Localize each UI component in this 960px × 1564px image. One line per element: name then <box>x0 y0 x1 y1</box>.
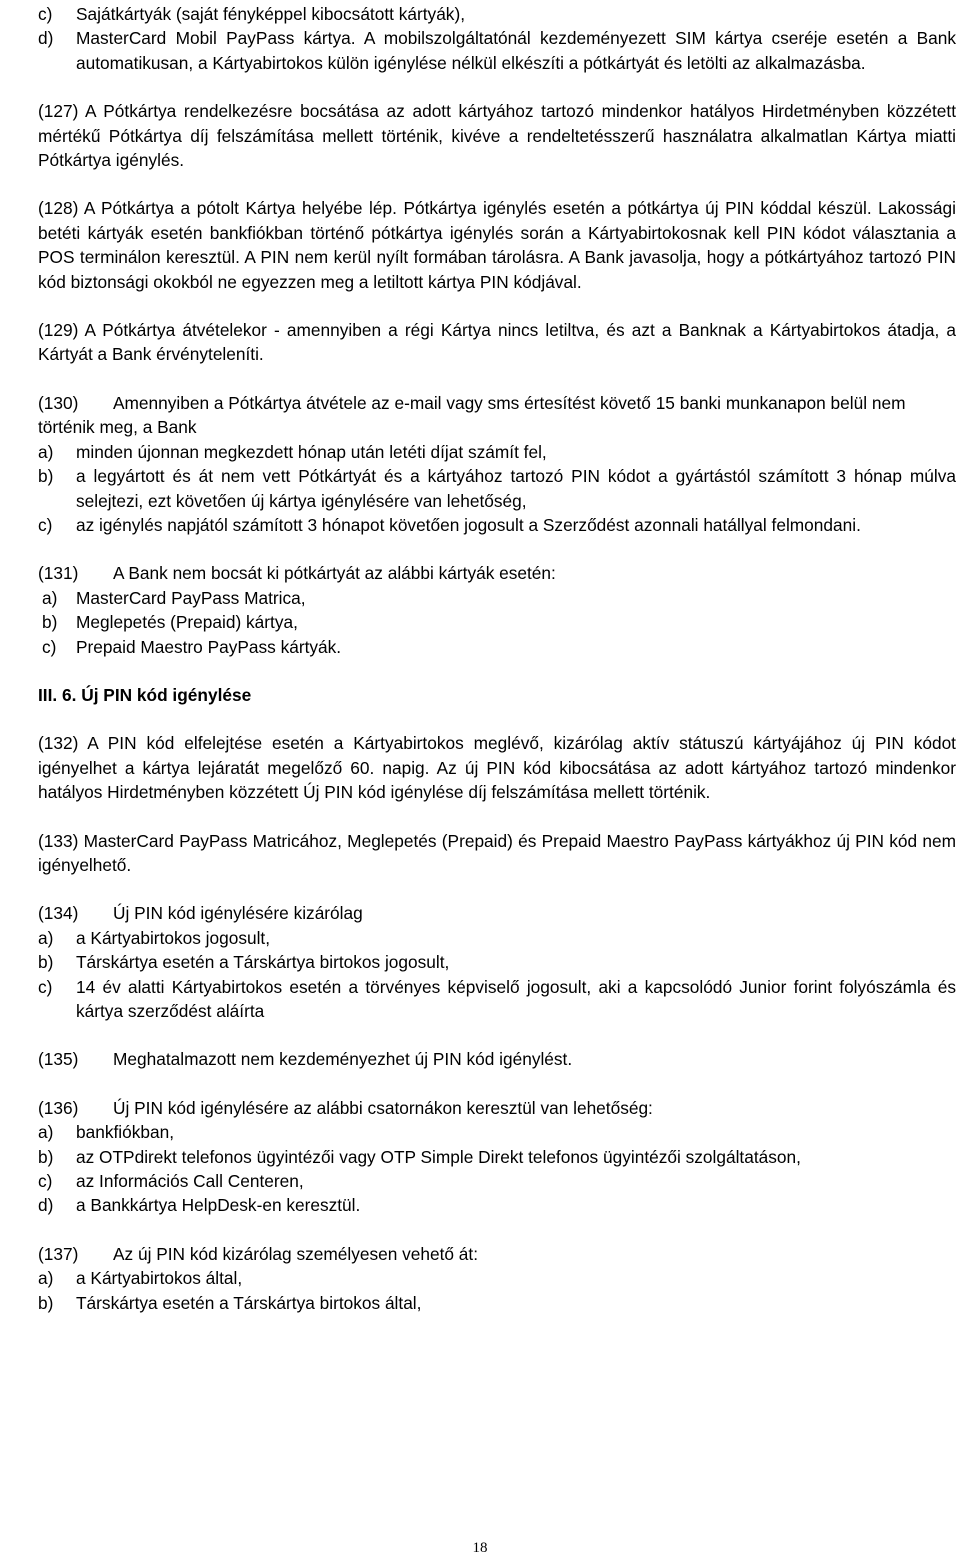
paragraph-137 <box>38 1242 956 1266</box>
paragraph-text: Az új PIN kód kizárólag személyesen vehető át: <box>113 1243 479 1264</box>
list-text: az Információs Call Centeren, <box>76 1171 304 1192</box>
list-item <box>38 586 956 610</box>
list-item <box>38 1169 956 1193</box>
list-text: MasterCard PayPass Matrica, <box>76 587 306 608</box>
list-text: Társkártya esetén a Társkártya birtokos jogosult, <box>76 952 450 973</box>
list-item <box>38 464 956 513</box>
paragraph-130 <box>38 391 956 440</box>
list-item <box>38 26 956 75</box>
list-label: d) <box>38 1195 54 1216</box>
list-text: MasterCard Mobil PayPass kártya. A mobilszolgáltatónál kezdeményezett SIM kártya cseréje esetén a Bank automatikusan, a Kártyabirtokos külön igénylése nélkül elkészíti a pótkártyát és letölti az alkalmazásba. <box>76 28 956 73</box>
list-label: a) <box>38 1268 54 1289</box>
list-label: a) <box>38 927 54 948</box>
document-page <box>38 2 956 1315</box>
list-label: a) <box>38 441 54 462</box>
paragraph-133: (133) MasterCard PayPass Matricához, Meglepetés (Prepaid) és Prepaid Maestro PayPass kártyákhoz új PIN kód nem igényelhető. <box>38 830 956 875</box>
list-label: b) <box>38 1292 54 1313</box>
list-label: b) <box>38 1146 54 1167</box>
list-text: Meglepetés (Prepaid) kártya, <box>76 612 298 633</box>
list-item <box>38 1145 956 1169</box>
paragraph-number: (136) <box>38 1097 79 1118</box>
list-text: Társkártya esetén a Társkártya birtokos által, <box>76 1292 422 1313</box>
list-text: bankfiókban, <box>76 1122 175 1143</box>
section-heading: III. 6. Új PIN kód igénylése <box>38 684 252 705</box>
list-label: b) <box>38 466 54 487</box>
list-label: b) <box>42 612 58 633</box>
paragraph-132: (132) A PIN kód elfelejtése esetén a Kártyabirtokos meglévő, kizárólag aktív státuszú kártyájához új PIN kódot igényelhet a kártya lejáratát megelőző 60. napig. Az új PIN kód kibocsátása az adott kártyához tartozó mindenkor hatályos Hirdetményben közzétett Új PIN kód igénylése díj felszámítása mellett történik. <box>38 733 956 803</box>
list-item <box>38 2 956 26</box>
list-item <box>38 1266 956 1290</box>
list-text: Sajátkártyák (saját fényképpel kibocsátott kártyák), <box>76 4 466 24</box>
list-label: b) <box>38 952 54 973</box>
list-text: 14 év alatti Kártyabirtokos esetén a törvényes képviselő jogosult, aki a kapcsolódó Junior forint folyószámla és kártya szerződést aláírta <box>76 976 956 1021</box>
list-text: a Kártyabirtokos jogosult, <box>76 927 271 948</box>
paragraph-number: (135) <box>38 1049 79 1070</box>
list-item <box>38 950 956 974</box>
list-label: c) <box>38 4 53 24</box>
list-item <box>38 926 956 950</box>
paragraph-text: A Bank nem bocsát ki pótkártyát az alábbi kártyák esetén: <box>113 563 556 584</box>
list-item <box>38 440 956 464</box>
list-item <box>38 513 956 537</box>
paragraph-number: (137) <box>38 1243 79 1264</box>
list-item <box>38 1193 956 1217</box>
paragraph-text: Új PIN kód igénylésére kizárólag <box>113 903 363 924</box>
paragraph-136 <box>38 1096 956 1120</box>
list-text: a Bankkártya HelpDesk-en keresztül. <box>76 1195 361 1216</box>
paragraph-134 <box>38 901 956 925</box>
list-text: a Kártyabirtokos által, <box>76 1268 243 1289</box>
paragraph-text: Új PIN kód igénylésére az alábbi csatornákon keresztül van lehetőség: <box>113 1097 653 1118</box>
paragraph-131 <box>38 561 956 585</box>
paragraph-127: (127) A Pótkártya rendelkezésre bocsátása az adott kártyához tartozó mindenkor hatályos Hirdetményben közzétett mértékű Pótkártya díj felszámítása mellett történik, kivéve a rendeltetésszerű használatra alkalmatlan Kártya miatti Pótkártya igénylés. <box>38 101 956 171</box>
paragraph-number: (130) <box>38 392 79 413</box>
list-item <box>38 1291 956 1315</box>
list-item <box>38 1120 956 1144</box>
list-text: Prepaid Maestro PayPass kártyák. <box>76 636 342 657</box>
list-item <box>38 610 956 634</box>
list-text: minden újonnan megkezdett hónap után letéti díjat számít fel, <box>76 441 547 462</box>
paragraph-text: Amennyiben a Pótkártya átvétele az e-mail vagy sms értesítést követő 15 banki munkanapon belül nem történik meg, a Bank <box>38 392 906 438</box>
list-text: a legyártott és át nem vett Pótkártyát és a kártyához tartozó PIN kódot a gyártástól számított 3 hónap múlva selejtezi, ezt követően új kártya igénylésére van lehetőség, <box>76 466 956 511</box>
list-label: d) <box>38 28 54 49</box>
list-item <box>38 635 956 659</box>
paragraph-135 <box>38 1047 956 1071</box>
paragraph-128: (128) A Pótkártya a pótolt Kártya helyébe lép. Pótkártya igénylés esetén a pótkártya új PIN kóddal készül. Lakossági betéti kártyák esetén bankfiókban történő pótkártya igénylés során a Kártyabirtokosnak kell PIN kódot választania a POS terminálon keresztül. A PIN nem kerül nyílt formában tárolásra. A Bank javasolja, hogy a pótkártyához tartozó PIN kód biztonsági okokból ne egyezzen meg a letiltott kártya PIN kódjával. <box>38 198 956 292</box>
list-label: a) <box>38 1122 54 1143</box>
list-label: c) <box>38 976 53 997</box>
list-text: az OTPdirekt telefonos ügyintézői vagy OTP Simple Direkt telefonos ügyintézői szolgáltatáson, <box>76 1146 801 1167</box>
list-label: c) <box>42 636 57 657</box>
paragraph-129: (129) A Pótkártya átvételekor - amennyiben a régi Kártya nincs letiltva, és azt a Banknak a Kártyabirtokos átadja, a Kártyát a Bank érvényteleníti. <box>38 320 956 365</box>
paragraph-number: (134) <box>38 903 79 924</box>
page-number: 18 <box>472 1540 488 1556</box>
list-label: c) <box>38 1171 53 1192</box>
paragraph-text: Meghatalmazott nem kezdeményezhet új PIN kód igénylést. <box>113 1049 573 1070</box>
list-text: az igénylés napjától számított 3 hónapot követően jogosult a Szerződést azonnali hatállyal felmondani. <box>76 514 861 535</box>
list-label: c) <box>38 514 53 535</box>
list-item <box>38 975 956 1024</box>
paragraph-number: (131) <box>38 563 79 584</box>
list-label: a) <box>42 587 58 608</box>
